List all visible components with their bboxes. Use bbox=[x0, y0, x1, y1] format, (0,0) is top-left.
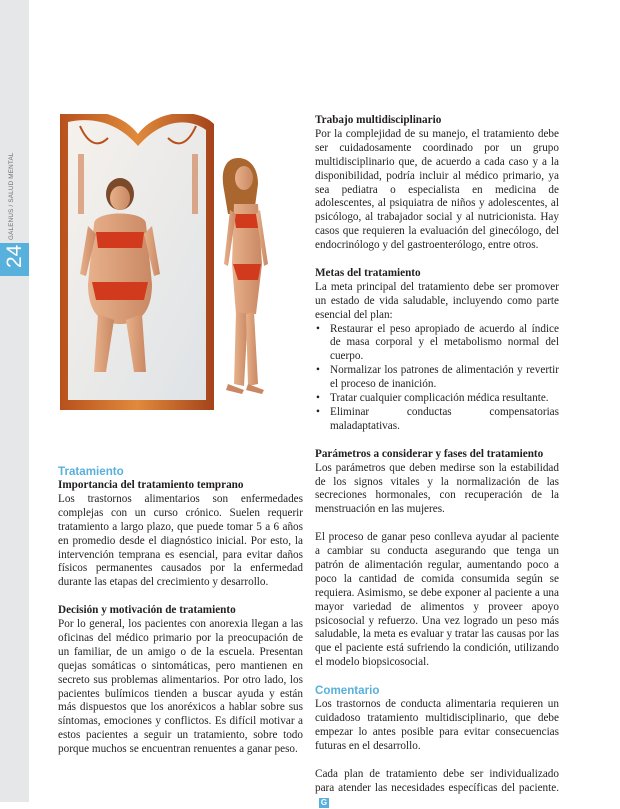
list-item: • Eliminar conductas compensatorias maladaptativas. bbox=[315, 406, 559, 434]
paragraph-metas: La meta principal del tratamiento debe ser promover un estado de vida saludable, incluyendo como parte esencial del plan: bbox=[315, 280, 559, 321]
subheading-importancia: Importancia del tratamiento temprano bbox=[58, 479, 244, 491]
subheading-trabajo: Trabajo multidisciplinario bbox=[315, 114, 442, 126]
list-item: • Restaurar el peso apropiado de acuerdo al índice de masa corporal y el metabolismo normal del cuerpo. bbox=[315, 323, 559, 365]
page-sidebar bbox=[0, 0, 29, 802]
paragraph-proceso: El proceso de ganar peso conlleva ayudar al paciente a cambiar su conducta asegurando que tenga un patrón de alimentación regular, aumentando poco a poco la cantidad de comida consumida según se requiera. Asimismo, se debe exponer al paciente a una mayor variedad de alimentos y proveer apoyo psicosocial y refuerzo. Una vez logrado un peso más saludable, la meta es evaluar y tratar las causas por las que el paciente está sufriendo la condición, utilizando el modelo biopsicosocial. bbox=[315, 531, 559, 669]
paragraph-decision: Por lo general, los pacientes con anorexia llegan a las oficinas del médico primario por la preocupación de un familiar, de un amigo o de la escuela. Presentan quejas somáticas o sintomáticas, pero mantienen en secreto sus problemas alimentarios. Por otro lado, los pacientes bulímicos tienden a buscar ayuda y están más dispuestos que los anoréxicos a hablar sobre sus síntomas, emociones y conflictos. Es difícil motivar a estos pacientes a seguir un tratamiento, sobre todo porque muchos se encuentran renuentes a ganar peso. bbox=[58, 618, 303, 756]
left-column bbox=[58, 465, 303, 757]
right-column bbox=[315, 114, 559, 809]
page-number: 24 bbox=[3, 244, 26, 268]
mirror-illustration bbox=[58, 114, 303, 454]
list-item: • Normalizar los patrones de alimentación y revertir el proceso de inanición. bbox=[315, 364, 559, 392]
section-title-tratamiento: Tratamiento bbox=[58, 465, 124, 478]
goals-list bbox=[315, 323, 559, 434]
list-item: • Tratar cualquier complicación médica resultante. bbox=[315, 392, 559, 406]
subheading-metas: Metas del tratamiento bbox=[315, 266, 421, 279]
subheading-parametros: Parámetros a considerar y fases del tratamiento bbox=[315, 447, 544, 460]
subheading-decision: Decisión y motivación de tratamiento bbox=[58, 604, 236, 617]
section-title-comentario: Comentario bbox=[315, 684, 380, 698]
running-head: GALENUS / SALUD MENTAL bbox=[8, 152, 15, 240]
plan-text: Cada plan de tratamiento debe ser individualizado para atender las necesidades específicas del paciente. bbox=[315, 767, 559, 794]
paragraph-parametros: Los parámetros que deben medirse son la estabilidad de los signos vitales y la normalización de las secreciones hormonales, con recuperación de la menstruación en las mujeres. bbox=[315, 461, 559, 516]
paragraph-plan bbox=[315, 768, 559, 809]
end-mark-icon: G bbox=[320, 798, 328, 808]
paragraph-trabajo: Por la complejidad de su manejo, el tratamiento debe ser cuidadosamente coordinado por un grupo multidisciplinario que, de acuerdo a cada caso y a la disponibilidad, podría incluir al médico primario, ya sea pediatra o especialista en medicina de adolescentes, al psiquiatra de niños y adolescentes, al psicólogo, al trabajador social y al nutricionista. Hay casos que requieren la evaluación del ginecólogo, del endocrinólogo y del gastroenterólogo, entre otros. bbox=[315, 127, 559, 252]
paragraph-comentario: Los trastornos de conducta alimentaria requieren un cuidadoso tratamiento multidisciplinario, que debe empezar lo antes posible para evitar consecuencias futuras en el desarrollo. bbox=[315, 698, 559, 752]
paragraph-importancia: Los trastornos alimentarios son enfermedades complejas con un curso crónico. Suelen requerir tratamiento a largo plazo, que puede tomar 5 a 6 años en promedio desde el diagnóstico inicial. Por esto, la intervención temprana es esencial, para evitar daños físicos permanentes causados por la enfermedad durante las etapas del crecimiento y desarrollo. bbox=[58, 492, 303, 589]
